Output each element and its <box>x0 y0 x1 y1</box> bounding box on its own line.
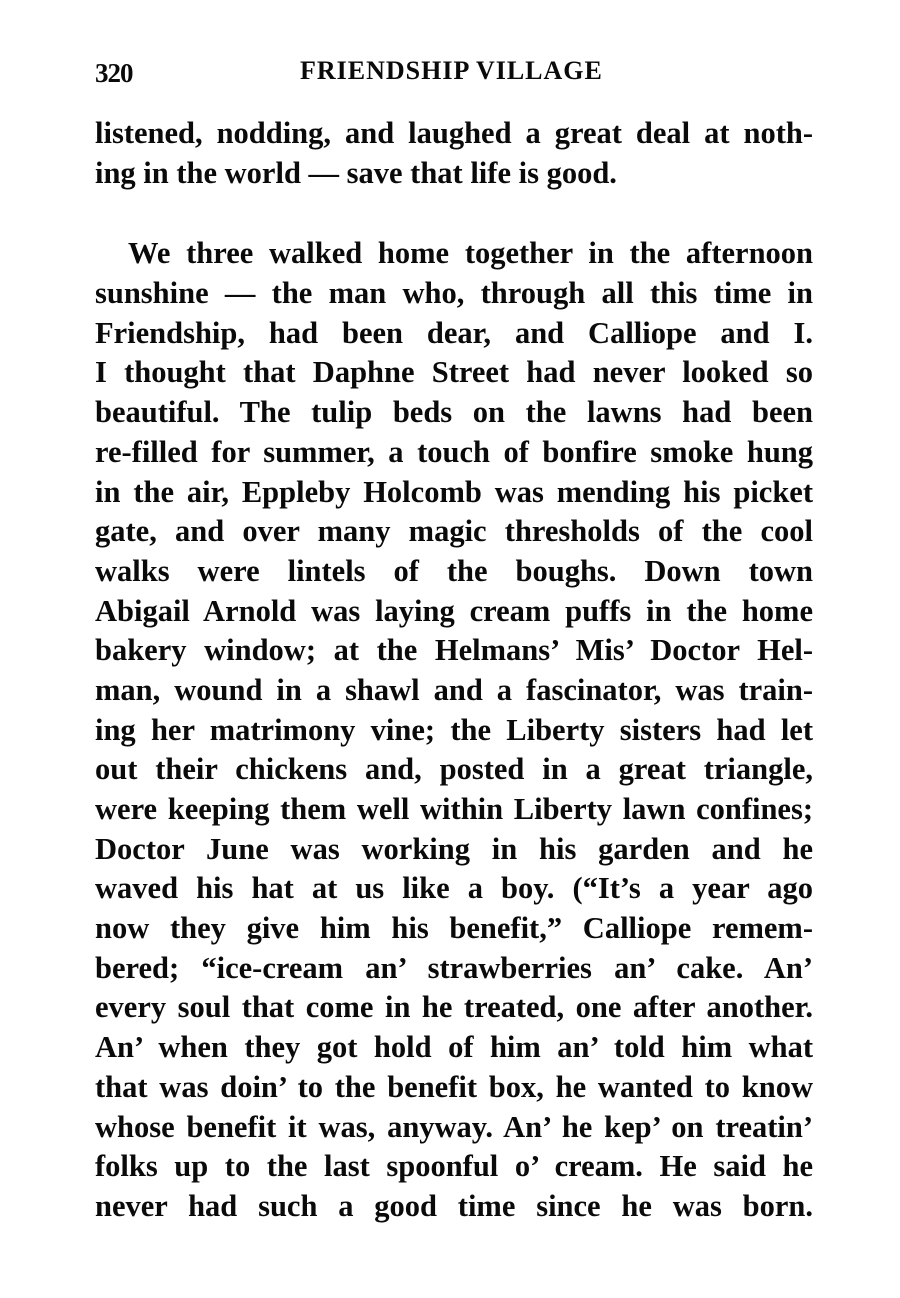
text-line: whose benefit it was, anyway. An’ he kep’ on treatin’ <box>95 1109 813 1144</box>
text-line: bered; “ice-cream an’ strawberries an’ cake. An’ <box>95 950 813 985</box>
text-line: gate, and over many magic thresholds of the cool <box>95 514 813 549</box>
text-line: that was doin’ to the benefit box, he wanted to know <box>95 1069 813 1104</box>
text-line: every soul that come in he treated, one after another. <box>95 990 813 1025</box>
text-line: waved his hat at us like a boy. (“It’s a year ago <box>95 871 813 906</box>
text-line: listened, nodding, and laughed a great deal at noth- <box>95 116 813 150</box>
text-line: Friendship, had been dear, and Calliope and I. <box>95 315 813 350</box>
body-text <box>95 114 813 1227</box>
running-title: FRIENDSHIP VILLAGE <box>300 56 603 85</box>
running-head <box>95 56 813 92</box>
text-line: walks were lintels of the boughs. Down town <box>95 553 813 588</box>
text-line: now they give him his benefit,” Calliope remem- <box>95 911 813 946</box>
text-line: in the air, Eppleby Holcomb was mending his picket <box>95 474 813 509</box>
page-number: 320 <box>95 58 133 88</box>
text-line: re-filled for summer, a touch of bonfire smoke hung <box>95 434 813 469</box>
text-line: ing in the world — save that life is good. <box>95 155 617 190</box>
paragraph-gap <box>95 193 813 234</box>
text-line: folks up to the last spoonful o’ cream. He said he <box>95 1149 813 1184</box>
text-line: sunshine — the man who, through all this time in <box>95 276 813 311</box>
text-line: An’ when they got hold of him an’ told him what <box>95 1030 813 1065</box>
text-line: were keeping them well within Liberty lawn confines; <box>95 792 813 826</box>
text-line: never had such a good time since he was born. <box>95 1188 813 1223</box>
paragraph-2 <box>95 234 813 1226</box>
paragraph-1 <box>95 114 813 193</box>
text-line: beautiful. The tulip beds on the lawns had been <box>95 395 813 430</box>
text-line: man, wound in a shawl and a fascinator, was train- <box>95 672 813 707</box>
text-line: ing her matrimony vine; the Liberty sisters had let <box>95 712 813 747</box>
text-line: We three walked home together in the afternoon <box>128 236 813 271</box>
text-line: Abigail Arnold was laying cream puffs in the home <box>95 593 813 628</box>
text-line: Doctor June was working in his garden and he <box>95 831 813 866</box>
text-line: out their chickens and, posted in a great triangle, <box>95 752 813 787</box>
text-line: I thought that Daphne Street had never looked so <box>95 355 813 390</box>
text-line: bakery window; at the Helmans’ Mis’ Doctor Hel- <box>95 633 813 668</box>
